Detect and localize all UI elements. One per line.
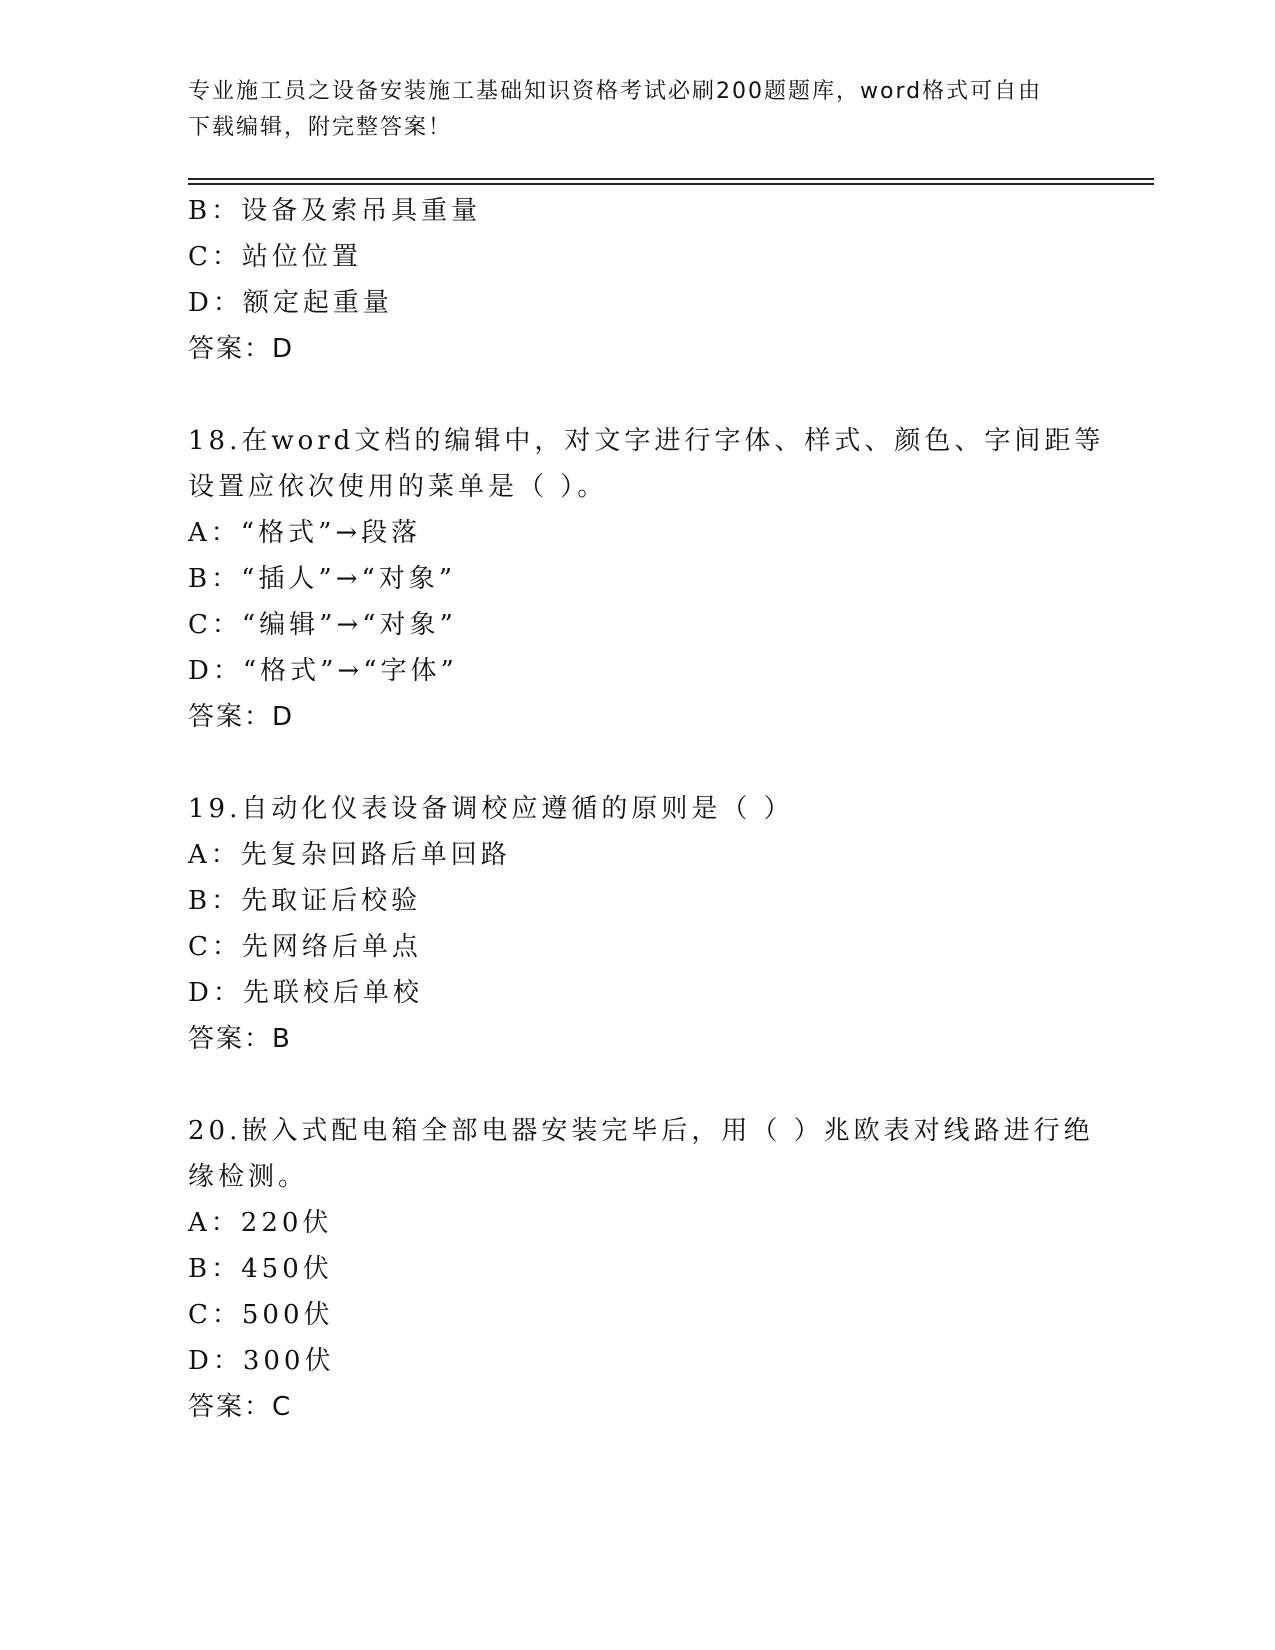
option-b: B：先取证后校验: [188, 886, 422, 916]
header-divider-top: [188, 178, 1154, 180]
option-a: A：“格式”→段落: [188, 518, 422, 548]
document-header: [188, 74, 1088, 146]
question-stem-line: 18.在word文档的编辑中，对文字进行字体、样式、颜色、字间距等: [188, 426, 1105, 456]
option-b: B：设备及索吊具重量: [188, 196, 482, 226]
option-c: C：先网络后单点: [188, 932, 422, 962]
option-c: C：500伏: [188, 1300, 334, 1330]
header-line-2: 下载编辑，附完整答案！: [188, 115, 453, 140]
header-line-1: 专业施工员之设备安装施工基础知识资格考试必刷200题题库，word格式可自由: [188, 79, 1043, 104]
option-c: C：“编辑”→“对象”: [188, 610, 457, 640]
option-d: D：额定起重量: [188, 288, 393, 318]
answer-line: 答案：D: [188, 334, 295, 364]
option-b: B：450伏: [188, 1254, 333, 1284]
answer-line: 答案：D: [188, 702, 295, 732]
question-20: [188, 1108, 1094, 1430]
question-stem-line: 设置应依次使用的菜单是（ ）。: [188, 472, 608, 502]
question-19: [188, 786, 1088, 1062]
option-a: A：先复杂回路后单回路: [188, 840, 511, 870]
question-stem-line: 19.自动化仪表设备调校应遵循的原则是（ ）: [188, 794, 794, 824]
previous-question-tail: [188, 188, 1088, 372]
question-gap: [188, 740, 1088, 786]
question-gap: [188, 372, 1088, 418]
answer-line: 答案：C: [188, 1392, 293, 1422]
question-gap: [188, 1062, 1088, 1108]
question-stem-line: 20.嵌入式配电箱全部电器安装完毕后，用（ ）兆欧表对线路进行绝: [188, 1116, 1094, 1146]
option-d: D：300伏: [188, 1346, 335, 1376]
option-d: D：“格式”→“字体”: [188, 656, 458, 686]
answer-line: 答案：B: [188, 1024, 292, 1054]
option-b: B：“插人”→“对象”: [188, 564, 457, 594]
question-18: [188, 418, 1105, 740]
question-list: [188, 188, 1105, 1430]
option-c: C：站位位置: [188, 242, 362, 272]
option-a: A：220伏: [188, 1208, 333, 1238]
option-d: D：先联校后单校: [188, 978, 423, 1008]
header-divider-bottom: [188, 183, 1154, 185]
question-stem-line: 缘检测。: [188, 1162, 309, 1192]
